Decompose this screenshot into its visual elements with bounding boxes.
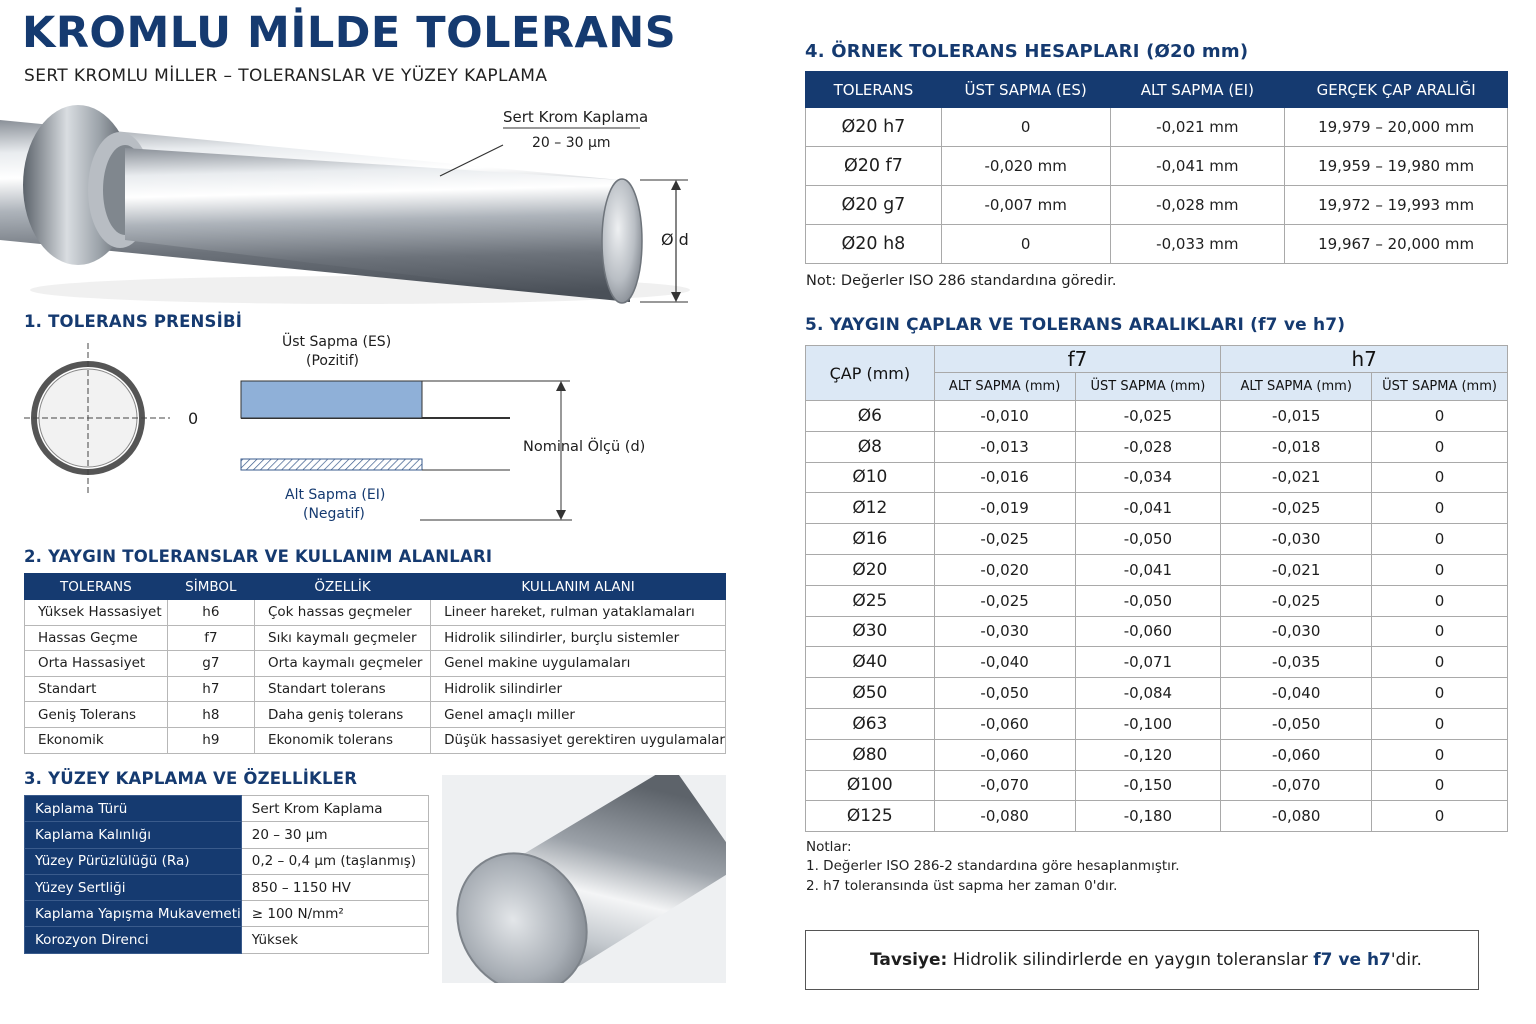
nominal-label: Nominal Ölçü (d) (523, 439, 646, 455)
property-name: Kaplama Yapışma Mukavemeti (25, 901, 242, 927)
table-cell: 0 (1372, 585, 1508, 616)
table-cell: -0,050 (1221, 708, 1372, 739)
page-subtitle: SERT KROMLU MİLLER – TOLERANSLAR VE YÜZEY KAPLAMA (24, 66, 548, 86)
table-cell: 0 (1372, 462, 1508, 493)
diameter-cell: Ø20 (806, 554, 935, 585)
table-cell: -0,180 (1075, 801, 1221, 832)
table-cell: -0,060 (934, 708, 1075, 739)
table-cell: 0 (1372, 431, 1508, 462)
property-value: ≥ 100 N/mm² (241, 901, 428, 927)
table-cell: Standart tolerans (255, 676, 431, 702)
table-cell: Orta kaymalı geçmeler (255, 651, 431, 677)
zero-label: 0 (188, 409, 199, 428)
table-cell: Genel amaçlı miller (431, 702, 726, 728)
table-row (806, 186, 1508, 225)
table5-subheader: ÜST SAPMA (mm) (1372, 373, 1508, 401)
table-cell: -0,025 (934, 585, 1075, 616)
section4-title: 4. ÖRNEK TOLERANS HESAPLARI (Ø20 mm) (805, 41, 1249, 62)
table-row (25, 600, 726, 626)
diameter-cell: Ø40 (806, 647, 935, 678)
table-cell: -0,033 mm (1110, 225, 1285, 264)
table-cell: 0 (1372, 801, 1508, 832)
recommendation-label: Tavsiye: (870, 950, 948, 970)
diameter-cell: Ø125 (806, 801, 935, 832)
common-tolerances-table (24, 573, 726, 754)
table-cell: -0,100 (1075, 708, 1221, 739)
property-value: 850 – 1150 HV (241, 874, 428, 900)
property-value: 20 – 30 µm (241, 822, 428, 848)
diameter-cell: Ø16 (806, 524, 935, 555)
table-cell: -0,020 (934, 554, 1075, 585)
table-cell: -0,015 (1221, 401, 1372, 432)
table4-header: ÜST SAPMA (ES) (941, 72, 1110, 108)
table-row (25, 651, 726, 677)
table-row (25, 676, 726, 702)
diameter-cell: Ø50 (806, 678, 935, 709)
table-cell: -0,041 (1075, 554, 1221, 585)
property-name: Yüzey Sertliği (25, 874, 242, 900)
table-cell: Genel makine uygulamaları (431, 651, 726, 677)
table-cell: h6 (167, 600, 254, 626)
table-cell: Ø20 h7 (806, 108, 942, 147)
table-cell: -0,080 (934, 801, 1075, 832)
table-row (25, 901, 429, 927)
table-row (25, 927, 429, 953)
table-cell: 0 (1372, 401, 1508, 432)
property-value: Sert Krom Kaplama (241, 796, 428, 822)
table-cell: 0 (941, 225, 1110, 264)
table-cell: -0,050 (934, 678, 1075, 709)
table-cell: 0 (1372, 678, 1508, 709)
table-cell: -0,080 (1221, 801, 1372, 832)
table-cell: 0 (1372, 770, 1508, 801)
section5-note-1: 1. Değerler ISO 286-2 standardına göre hesaplanmıştır. (806, 858, 1180, 874)
table-cell: -0,030 (934, 616, 1075, 647)
table-cell: Sıkı kaymalı geçmeler (255, 625, 431, 651)
table-cell: -0,035 (1221, 647, 1372, 678)
diameter-label: Ø d (661, 230, 689, 249)
table-cell: h7 (167, 676, 254, 702)
table-cell: g7 (167, 651, 254, 677)
table-row (806, 770, 1508, 801)
table-cell: -0,028 mm (1110, 186, 1285, 225)
table-cell: -0,021 mm (1110, 108, 1285, 147)
shaft-end-illustration (442, 775, 726, 983)
section3-title: 3. YÜZEY KAPLAMA VE ÖZELLİKLER (24, 769, 358, 788)
lower-deviation-sub: (Negatif) (303, 506, 365, 522)
table-cell: Düşük hassasiyet gerektiren uygulamalar (431, 727, 726, 753)
table-row (806, 739, 1508, 770)
table-cell: 0 (941, 108, 1110, 147)
table-cell: -0,050 (1075, 524, 1221, 555)
diameter-cell: Ø6 (806, 401, 935, 432)
table-cell: f7 (167, 625, 254, 651)
property-name: Yüzey Pürüzlülüğü (Ra) (25, 848, 242, 874)
table2-header: ÖZELLİK (255, 574, 431, 600)
table-cell: -0,050 (1075, 585, 1221, 616)
table-row (806, 647, 1508, 678)
table-cell: -0,021 (1221, 462, 1372, 493)
table2-header: KULLANIM ALANI (431, 574, 726, 600)
diameter-cell: Ø30 (806, 616, 935, 647)
diameter-cell: Ø10 (806, 462, 935, 493)
table-cell: Ø20 f7 (806, 147, 942, 186)
section2-title: 2. YAYGIN TOLERANSLAR VE KULLANIM ALANLARI (24, 547, 493, 566)
table-cell: -0,041 (1075, 493, 1221, 524)
property-value: Yüksek (241, 927, 428, 953)
table-row (806, 524, 1508, 555)
diameter-cell: Ø8 (806, 431, 935, 462)
section5-title: 5. YAYGIN ÇAPLAR VE TOLERANS ARALIKLARI (f7 ve h7) (805, 315, 1346, 335)
table-cell: 0 (1372, 739, 1508, 770)
table-cell: Daha geniş tolerans (255, 702, 431, 728)
table-cell: Standart (25, 676, 168, 702)
table-row (806, 493, 1508, 524)
table5-subheader: ALT SAPMA (mm) (934, 373, 1075, 401)
diameter-cell: Ø25 (806, 585, 935, 616)
table-cell: -0,030 (1221, 616, 1372, 647)
table-row (806, 431, 1508, 462)
table-cell: -0,018 (1221, 431, 1372, 462)
diameter-tolerance-table (805, 345, 1508, 832)
table-row (806, 554, 1508, 585)
table-cell: Hassas Geçme (25, 625, 168, 651)
table-cell: -0,016 (934, 462, 1075, 493)
table-cell: Yüksek Hassasiyet (25, 600, 168, 626)
surface-coating-table (24, 795, 429, 954)
property-name: Korozyon Direnci (25, 927, 242, 953)
coating-thickness-label: 20 – 30 µm (532, 135, 611, 151)
diameter-header: ÇAP (mm) (806, 346, 935, 401)
table-cell: -0,084 (1075, 678, 1221, 709)
table-cell: -0,070 (1221, 770, 1372, 801)
table-cell: -0,007 mm (941, 186, 1110, 225)
table-cell: 19,959 – 19,980 mm (1285, 147, 1508, 186)
table-row (806, 801, 1508, 832)
table-cell: -0,020 mm (941, 147, 1110, 186)
table-cell: -0,021 (1221, 554, 1372, 585)
table-cell: Orta Hassasiyet (25, 651, 168, 677)
section1-title: 1. TOLERANS PRENSİBİ (24, 312, 243, 331)
table-cell: -0,060 (1221, 739, 1372, 770)
table-cell: 0 (1372, 554, 1508, 585)
table-row (806, 678, 1508, 709)
table-cell: -0,028 (1075, 431, 1221, 462)
table-cell: -0,025 (934, 524, 1075, 555)
table-cell: 19,972 – 19,993 mm (1285, 186, 1508, 225)
property-name: Kaplama Kalınlığı (25, 822, 242, 848)
table-cell: Hidrolik silindirler (431, 676, 726, 702)
table-cell: Ø20 g7 (806, 186, 942, 225)
upper-deviation-label: Üst Sapma (ES) (282, 334, 392, 350)
coating-label: Sert Krom Kaplama (503, 108, 649, 126)
diameter-cell: Ø63 (806, 708, 935, 739)
recommendation-highlight: f7 ve h7 (1313, 950, 1391, 970)
table-cell: Hidrolik silindirler, burçlu sistemler (431, 625, 726, 651)
table-cell: -0,071 (1075, 647, 1221, 678)
table-cell: h8 (167, 702, 254, 728)
table-cell: -0,025 (1221, 585, 1372, 616)
table-row (25, 625, 726, 651)
recommendation-text: Hidrolik silindirlerde en yaygın toleranslar (947, 950, 1314, 970)
table-cell: -0,040 (934, 647, 1075, 678)
table-row (806, 147, 1508, 186)
table4-header: GERÇEK ÇAP ARALIĞI (1285, 72, 1508, 108)
property-value: 0,2 – 0,4 µm (taşlanmış) (241, 848, 428, 874)
table-cell: -0,040 (1221, 678, 1372, 709)
table-cell: -0,030 (1221, 524, 1372, 555)
table-cell: -0,025 (1221, 493, 1372, 524)
table-cell: -0,060 (934, 739, 1075, 770)
table5-subheader: ÜST SAPMA (mm) (1075, 373, 1221, 401)
table-row (806, 616, 1508, 647)
h7-group-header: h7 (1221, 346, 1508, 373)
table-cell: Geniş Tolerans (25, 702, 168, 728)
recommendation-box (805, 930, 1479, 990)
table-row (806, 108, 1508, 147)
table-cell: -0,120 (1075, 739, 1221, 770)
upper-deviation-sub: (Pozitif) (306, 353, 359, 369)
table-row (806, 225, 1508, 264)
table-cell: -0,070 (934, 770, 1075, 801)
table-cell: Ekonomik tolerans (255, 727, 431, 753)
table-cell: 0 (1372, 616, 1508, 647)
table-cell: 19,967 – 20,000 mm (1285, 225, 1508, 264)
table-cell: -0,041 mm (1110, 147, 1285, 186)
table-cell: -0,060 (1075, 616, 1221, 647)
table4-header: ALT SAPMA (EI) (1110, 72, 1285, 108)
table-row (806, 585, 1508, 616)
table-cell: 0 (1372, 708, 1508, 739)
table-row (806, 462, 1508, 493)
table-cell: Ø20 h8 (806, 225, 942, 264)
table-row (806, 708, 1508, 739)
table-cell: -0,025 (1075, 401, 1221, 432)
table-row (25, 848, 429, 874)
table-cell: 0 (1372, 524, 1508, 555)
section4-note: Not: Değerler ISO 286 standardına göredir. (806, 273, 1117, 289)
table2-header: TOLERANS (25, 574, 168, 600)
table-row (806, 401, 1508, 432)
table-cell: h9 (167, 727, 254, 753)
diameter-cell: Ø100 (806, 770, 935, 801)
table-cell: Çok hassas geçmeler (255, 600, 431, 626)
diameter-cell: Ø80 (806, 739, 935, 770)
lower-deviation-label: Alt Sapma (EI) (285, 487, 386, 503)
table-cell: Ekonomik (25, 727, 168, 753)
section5-note-2: 2. h7 toleransında üst sapma her zaman 0'dır. (806, 878, 1118, 894)
table2-header: SİMBOL (167, 574, 254, 600)
table-cell: 19,979 – 20,000 mm (1285, 108, 1508, 147)
table-cell: -0,013 (934, 431, 1075, 462)
table5-subheader: ALT SAPMA (mm) (1221, 373, 1372, 401)
table-cell: 0 (1372, 493, 1508, 524)
recommendation-suffix: 'dir. (1390, 950, 1422, 970)
table-row (25, 727, 726, 753)
table4-header: TOLERANS (806, 72, 942, 108)
table-cell: -0,019 (934, 493, 1075, 524)
property-name: Kaplama Türü (25, 796, 242, 822)
diameter-cell: Ø12 (806, 493, 935, 524)
table-row (25, 796, 429, 822)
table-row (25, 874, 429, 900)
example-calculation-table (805, 71, 1508, 264)
section5-notes-title: Notlar: (806, 839, 852, 855)
f7-group-header: f7 (934, 346, 1221, 373)
table-cell: -0,034 (1075, 462, 1221, 493)
table-row (25, 822, 429, 848)
page-title: KROMLU MİLDE TOLERANS (22, 8, 677, 58)
table-cell: -0,010 (934, 401, 1075, 432)
table-row (25, 702, 726, 728)
table-cell: Lineer hareket, rulman yataklamaları (431, 600, 726, 626)
table-cell: 0 (1372, 647, 1508, 678)
table-cell: -0,150 (1075, 770, 1221, 801)
